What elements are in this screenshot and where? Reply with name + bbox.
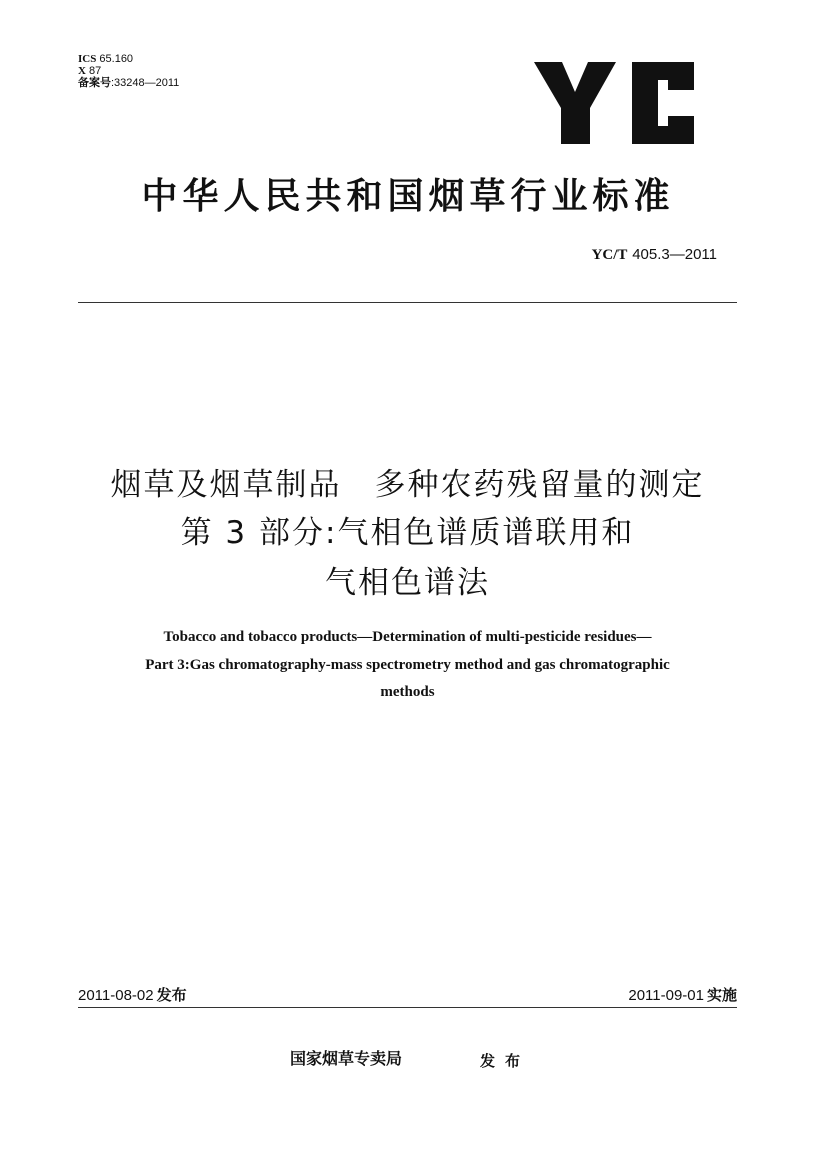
implementation-date-word: 实施 xyxy=(706,986,737,1004)
ics-label: ICS xyxy=(78,53,97,65)
implementation-date-value: 2011-09-01 xyxy=(628,987,704,1004)
english-title-line-1: Tobacco and tobacco products—Determination of multi-pesticide residues— xyxy=(163,629,652,645)
issue-date-word: 发布 xyxy=(156,986,187,1004)
yc-logo-mark xyxy=(534,62,694,144)
ics-value: 65.160 xyxy=(99,53,134,65)
english-title-line-2: Part 3:Gas chromatography-mass spectrometry method and gas chromatographic xyxy=(145,657,670,673)
yc-logo xyxy=(534,62,694,144)
record-number-label: 备案号 xyxy=(78,77,111,89)
classification-label: X xyxy=(78,65,86,77)
issue-date xyxy=(78,984,187,1005)
standard-organization-title: 中华人民共和国烟草行业标准 xyxy=(141,176,675,217)
english-title-line-3: methods xyxy=(380,684,435,700)
classification-line xyxy=(78,65,179,77)
issue-date-value: 2011-08-02 xyxy=(78,987,154,1004)
standard-code-number: 405.3—2011 xyxy=(632,246,717,263)
chinese-title-line-2: 第 3 部分:气相色谱质谱联用和 xyxy=(180,515,635,551)
implementation-date xyxy=(628,984,737,1005)
footer-divider xyxy=(78,1007,737,1008)
publisher-name: 国家烟草专卖局 xyxy=(290,1049,403,1068)
chinese-title-line-1: 烟草及烟草制品 多种农药残留量的测定 xyxy=(110,467,705,503)
header-divider xyxy=(78,302,737,303)
standard-code xyxy=(592,245,717,264)
publish-word: 发布 xyxy=(480,1052,531,1070)
ics-line xyxy=(78,53,179,65)
record-number-value: :33248—2011 xyxy=(111,77,180,89)
record-number-line xyxy=(78,77,179,89)
classification-value: 87 xyxy=(89,65,102,77)
chinese-title-line-3: 气相色谱法 xyxy=(325,565,490,601)
standard-code-prefix: YC/T xyxy=(591,247,628,263)
document-meta xyxy=(78,53,179,89)
